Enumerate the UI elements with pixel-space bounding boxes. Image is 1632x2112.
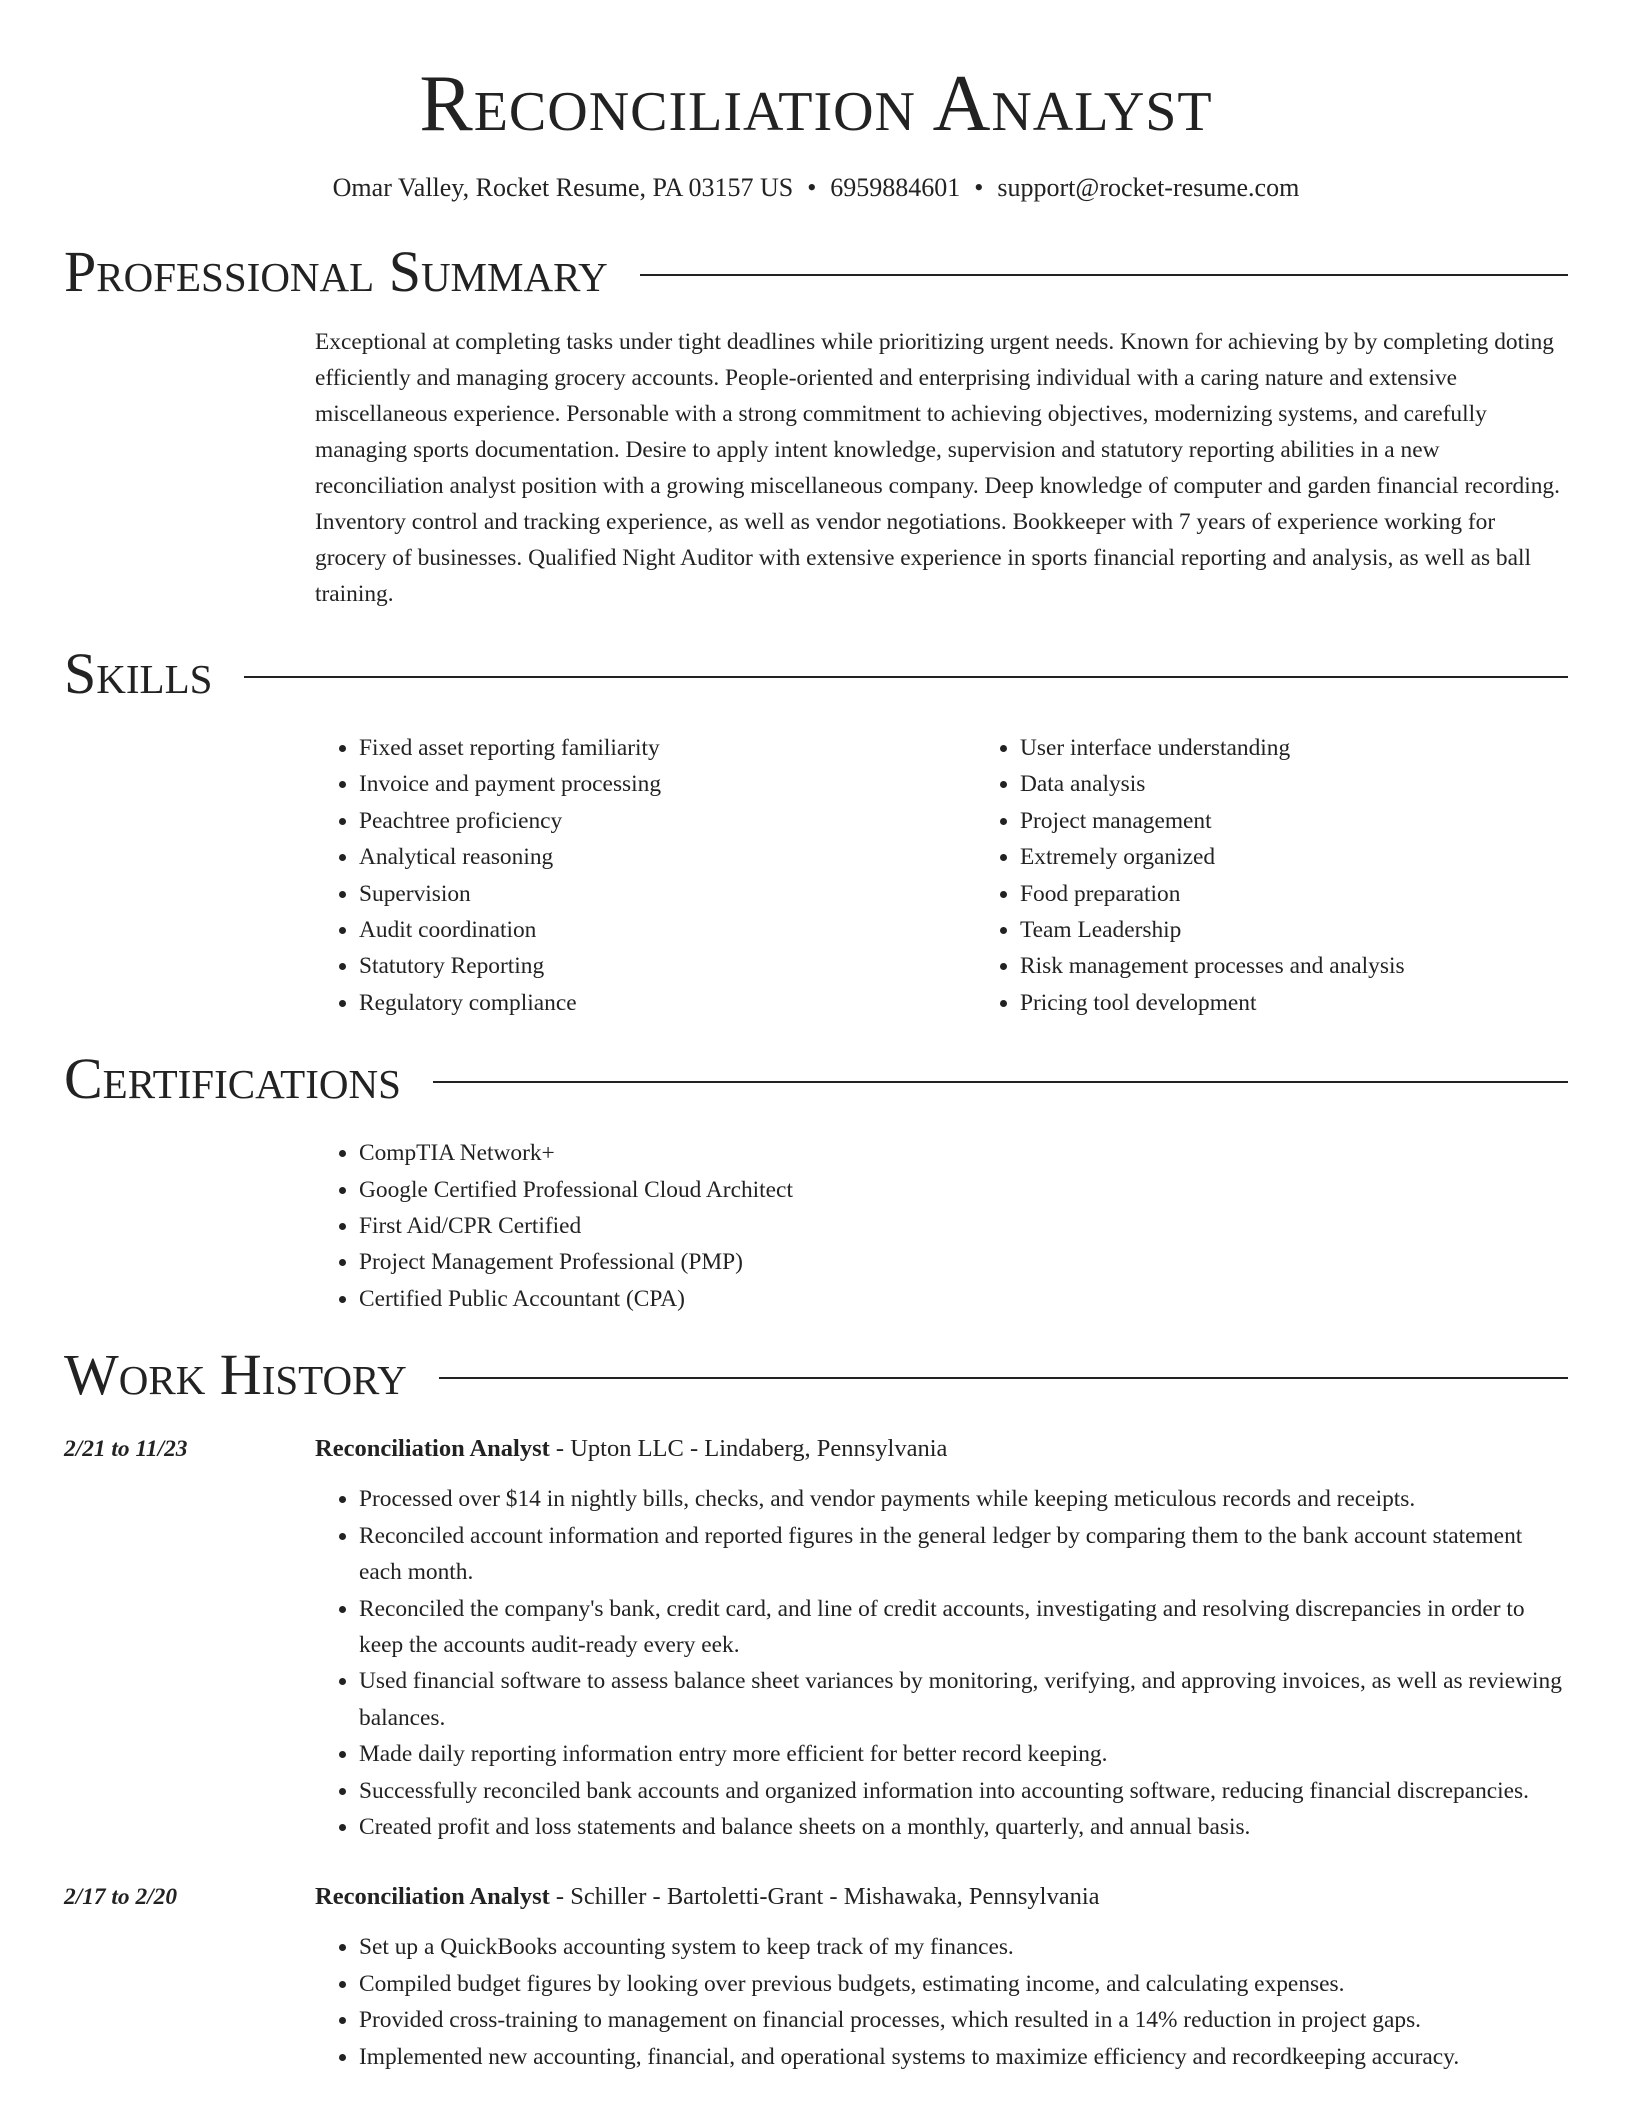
- certifications-list: [315, 1135, 1568, 1317]
- skill-item: • Data analysis: [1020, 766, 1632, 802]
- skill-item: • Fixed asset reporting familiarity: [359, 730, 976, 766]
- contact-email: support@rocket-resume.com: [997, 173, 1300, 202]
- job-role: Reconciliation Analyst: [315, 1883, 550, 1911]
- certifications-heading: Certifications: [64, 1046, 401, 1112]
- skill-item: • Peachtree proficiency: [359, 803, 976, 839]
- job-bullet: • Compiled budget figures by looking over previous budgets, estimating income, and calculating expenses.: [359, 1966, 1568, 2002]
- contact-separator: •: [807, 173, 817, 202]
- job-bullet: • Reconciled account information and reported figures in the general ledger by comparing them to the bank account statement each month.: [359, 1518, 1568, 1591]
- job-entry: [64, 1431, 1568, 1845]
- certification-item: • Project Management Professional (PMP): [359, 1244, 1568, 1280]
- skills-heading: Skills: [64, 641, 213, 706]
- skills-right-column: [976, 730, 1632, 1021]
- skill-item: • Statutory Reporting: [359, 948, 976, 984]
- job-dates: 2/17 to 2/20: [64, 1884, 178, 1911]
- skill-item: • Invoice and payment processing: [359, 766, 976, 802]
- skill-item: • Audit coordination: [359, 912, 976, 948]
- job-bullet: • Implemented new accounting, financial, and operational systems to maximize efficiency and recordkeeping accuracy.: [359, 2039, 1568, 2075]
- job-body: [315, 1879, 1568, 2075]
- job-body: [315, 1431, 1568, 1845]
- job-bullets: [315, 1929, 1568, 2075]
- job-dates: 2/21 to 11/23: [64, 1436, 188, 1463]
- contact-address: Omar Valley, Rocket Resume, PA 03157 US: [332, 173, 794, 202]
- work-heading: Work History: [64, 1342, 407, 1408]
- skill-item: • Supervision: [359, 876, 976, 912]
- job-bullet: • Processed over $14 in nightly bills, checks, and vendor payments while keeping meticulous records and receipts.: [359, 1481, 1568, 1517]
- skill-item: • User interface understanding: [1020, 730, 1632, 766]
- skill-item: • Analytical reasoning: [359, 839, 976, 875]
- summary-section-header: [64, 236, 1568, 308]
- job-details: - Schiller - Bartoletti-Grant - Mishawaka, Pennsylvania: [549, 1883, 1100, 1911]
- certifications-section-header: [64, 1043, 1568, 1115]
- job-heading: [315, 1431, 1568, 1467]
- certification-item: • Google Certified Professional Cloud Architect: [359, 1172, 1568, 1208]
- section-divider: [244, 676, 1568, 678]
- section-divider: [433, 1081, 1568, 1083]
- certification-item: • Certified Public Accountant (CPA): [359, 1281, 1568, 1317]
- certifications-block: [315, 1135, 1568, 1317]
- work-section-header: [64, 1339, 1568, 1411]
- job-details: - Upton LLC - Lindaberg, Pennsylvania: [549, 1435, 948, 1463]
- job-bullet: • Created profit and loss statements and balance sheets on a monthly, quarterly, and annual basis.: [359, 1809, 1568, 1845]
- summary-heading: Professional Summary: [64, 239, 608, 304]
- job-bullets: [315, 1481, 1568, 1845]
- resume-title: Reconciliation Analyst: [419, 60, 1213, 148]
- skill-item: • Extremely organized: [1020, 839, 1632, 875]
- skill-item: • Regulatory compliance: [359, 985, 976, 1021]
- skill-item: • Risk management processes and analysis: [1020, 948, 1632, 984]
- section-divider: [640, 274, 1568, 276]
- skills-section-header: [64, 638, 1568, 710]
- job-bullet: • Provided cross-training to management on financial processes, which resulted in a 14% reduction in project gaps.: [359, 2002, 1568, 2038]
- contact-separator: •: [974, 173, 984, 202]
- contact-line: [64, 170, 1568, 206]
- skill-item: • Food preparation: [1020, 876, 1632, 912]
- certification-item: • CompTIA Network+: [359, 1135, 1568, 1171]
- certification-item: • First Aid/CPR Certified: [359, 1208, 1568, 1244]
- job-role: Reconciliation Analyst: [315, 1435, 550, 1463]
- job-bullet: • Set up a QuickBooks accounting system to keep track of my finances.: [359, 1929, 1568, 1965]
- job-bullet: • Made daily reporting information entry more efficient for better record keeping.: [359, 1736, 1568, 1772]
- skills-grid: [315, 730, 1568, 1021]
- job-entry: [64, 1879, 1568, 2075]
- job-heading: [315, 1879, 1568, 1915]
- skill-item: • Team Leadership: [1020, 912, 1632, 948]
- skill-item: • Pricing tool development: [1020, 985, 1632, 1021]
- skills-left-column: [315, 730, 976, 1021]
- contact-phone: 6959884601: [830, 173, 961, 202]
- job-bullet: • Reconciled the company's bank, credit card, and line of credit accounts, investigating and resolving discrepancies in order to keep the accounts audit-ready every eek.: [359, 1591, 1568, 1664]
- job-bullet: • Used financial software to assess balance sheet variances by monitoring, verifying, and approving invoices, as well as reviewing balances.: [359, 1663, 1568, 1736]
- job-bullet: • Successfully reconciled bank accounts and organized information into accounting software, reducing financial discrepancies.: [359, 1773, 1568, 1809]
- section-divider: [439, 1377, 1568, 1379]
- summary-text: Exceptional at completing tasks under tight deadlines while prioritizing urgent needs. Known for achieving by by completing doting efficiently and managing grocery accounts. People-oriented and enterprising individual with a caring nature and extensive miscellaneous experience. Personable with a strong commitment to achieving objectives, modernizing systems, and carefully managing sports documentation. Desire to apply intent knowledge, supervision and statutory reporting abilities in a new reconciliation analyst position with a growing miscellaneous company. Deep knowledge of computer and garden financial recording. Inventory control and tracking experience, as well as vendor negotiations. Bookkeeper with 7 years of experience working for grocery of businesses. Qualified Night Auditor with extensive experience in sports financial reporting and analysis, as well as ball training.: [315, 329, 1560, 607]
- skill-item: • Project management: [1020, 803, 1632, 839]
